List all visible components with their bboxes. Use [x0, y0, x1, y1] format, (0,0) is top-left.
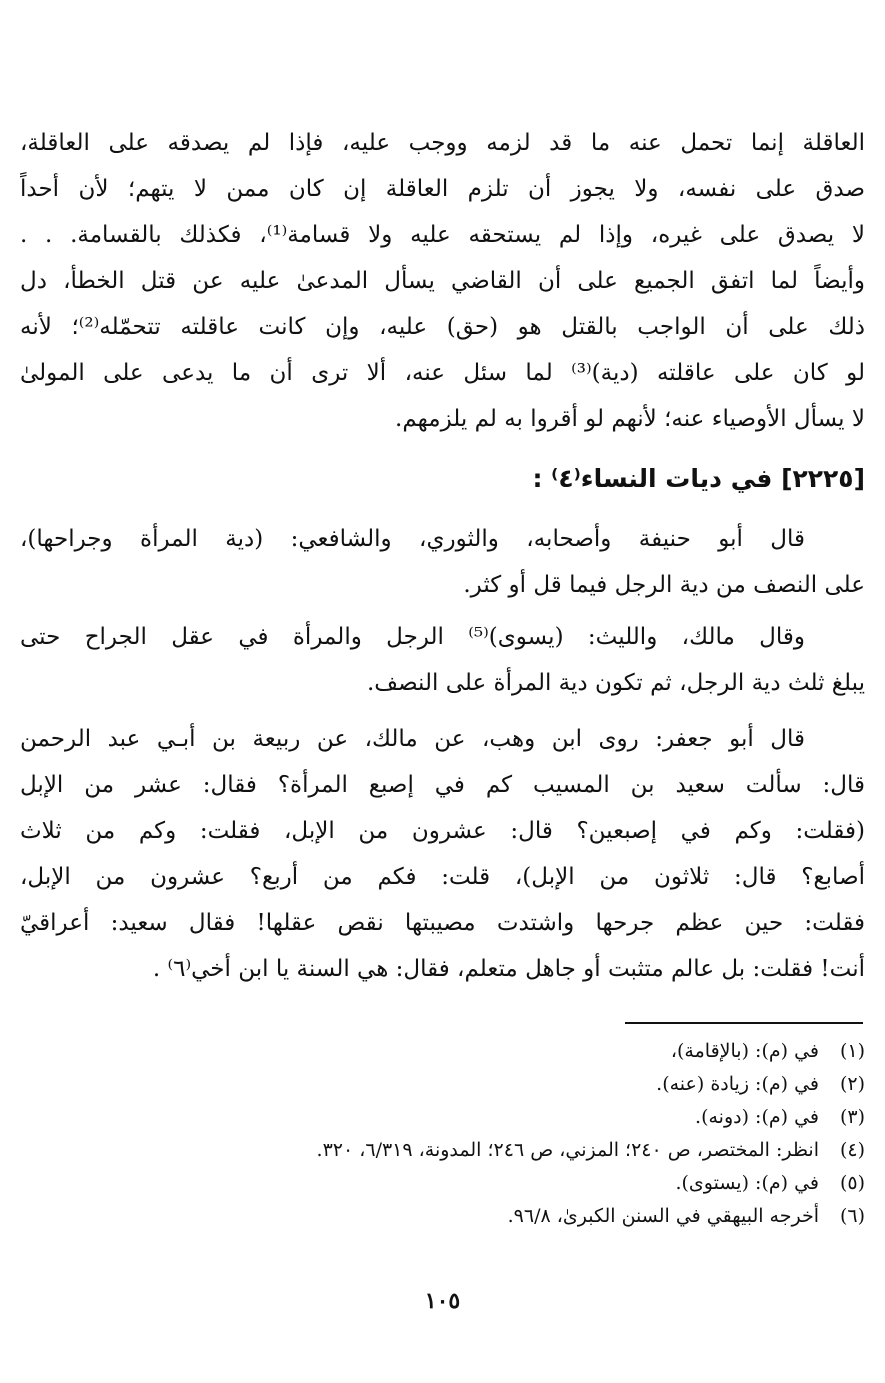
body-line: ذلك على أن الواجب بالقتل هو (حق) عليه، وإن كانت عاقلته تتحمّله⁽²⁾؛ لأنه [20, 314, 865, 340]
footnote [20, 1102, 865, 1132]
footnote-text: في (م): (بالإقامة)، [670, 1040, 819, 1062]
footnote [20, 1168, 865, 1198]
footnote-number: (٢) [839, 1073, 865, 1095]
body-line: فقلت: حين عظم جرحها واشتدت مصيبتها نقص عقلها! فقال سعيد: أعراقيّ [20, 910, 865, 936]
footnote-number: (١) [839, 1040, 865, 1062]
footnote-text: في (م): زيادة (عنه). [656, 1073, 819, 1095]
body-line: يبلغ ثلث دية الرجل، ثم تكون دية المرأة على النصف. [366, 670, 865, 696]
body-line: وقال مالك، والليث: (يسوى)⁽⁵⁾ الرجل والمرأة في عقل الجراح حتى [20, 624, 805, 650]
footnote-text: أخرجه البيهقي في السنن الكبرىٰ، ٩٦/٨. [507, 1205, 819, 1227]
footnote-number: (٤) [839, 1139, 865, 1161]
body-line: صدق على نفسه، ولا يجوز أن تلزم العاقلة إن كان ممن لا يتهم؛ لأن أحداً [20, 176, 865, 202]
footnote-text: انظر: المختصر، ص ٢٤٠؛ المزني، ص ٢٤٦؛ المدونة، ٦/٣١٩، ٣٢٠. [316, 1139, 819, 1161]
body-line: لو كان على عاقلته (دية)⁽³⁾ لما سئل عنه، ألا ترى أن ما يدعى على المولىٰ [20, 360, 865, 386]
body-line: قال أبو حنيفة وأصحابه، والثوري، والشافعي: (دية المرأة وجراحها)، [20, 526, 805, 552]
footnote-text: في (م): (دونه). [695, 1106, 819, 1128]
footnote [20, 1036, 865, 1066]
body-line: العاقلة إنما تحمل عنه ما قد لزمه ووجب عليه، فإذا لم يصدقه على العاقلة، [20, 130, 865, 156]
footnote [20, 1135, 865, 1165]
body-line: أنت! فقلت: بل عالم متثبت أو جاهل متعلم، فقال: هي السنة يا ابن أخي⁽٦⁾ . [152, 956, 865, 982]
footnote-number: (٦) [839, 1205, 865, 1227]
body-line: لا يصدق على غيره، وإذا لم يستحقه عليه ولا قسامة⁽¹⁾، فكذلك بالقسامة. . . [20, 222, 865, 248]
body-line: قال: سألت سعيد بن المسيب كم في إصبع المرأة؟ فقال: عشر من الإبل [20, 772, 865, 798]
footnote [20, 1201, 865, 1231]
page-number: ١٠٥ [424, 1288, 461, 1314]
body-line: لا يسأل الأوصياء عنه؛ لأنهم لو أقروا به لم يلزمهم. [395, 406, 865, 432]
footnote-number: (٥) [839, 1172, 865, 1194]
body-line: أصابع؟ قال: ثلاثون من الإبل)، قلت: فكم من أربع؟ عشرون من الإبل، [20, 864, 865, 890]
footnote-divider [625, 1022, 863, 1024]
body-line: وأيضاً لما اتفق الجميع على أن القاضي يسأل المدعىٰ عليه عن قتل الخطأ، دل [20, 268, 865, 294]
body-line: قال أبو جعفر: روى ابن وهب، عن مالك، عن ربيعة بن أبـي عبد الرحمن [20, 726, 805, 752]
footnote-text: في (م): (يستوى). [675, 1172, 819, 1194]
footnote [20, 1069, 865, 1099]
body-line: على النصف من دية الرجل فيما قل أو كثر. [463, 572, 865, 598]
body-line: (فقلت: وكم في إصبعين؟ قال: عشرون من الإبل، فقلت: وكم من ثلاث [20, 818, 865, 844]
section-heading: [٢٢٢٥] في ديات النساء⁽٤⁾ : [532, 464, 865, 493]
footnote-number: (٣) [839, 1106, 865, 1128]
